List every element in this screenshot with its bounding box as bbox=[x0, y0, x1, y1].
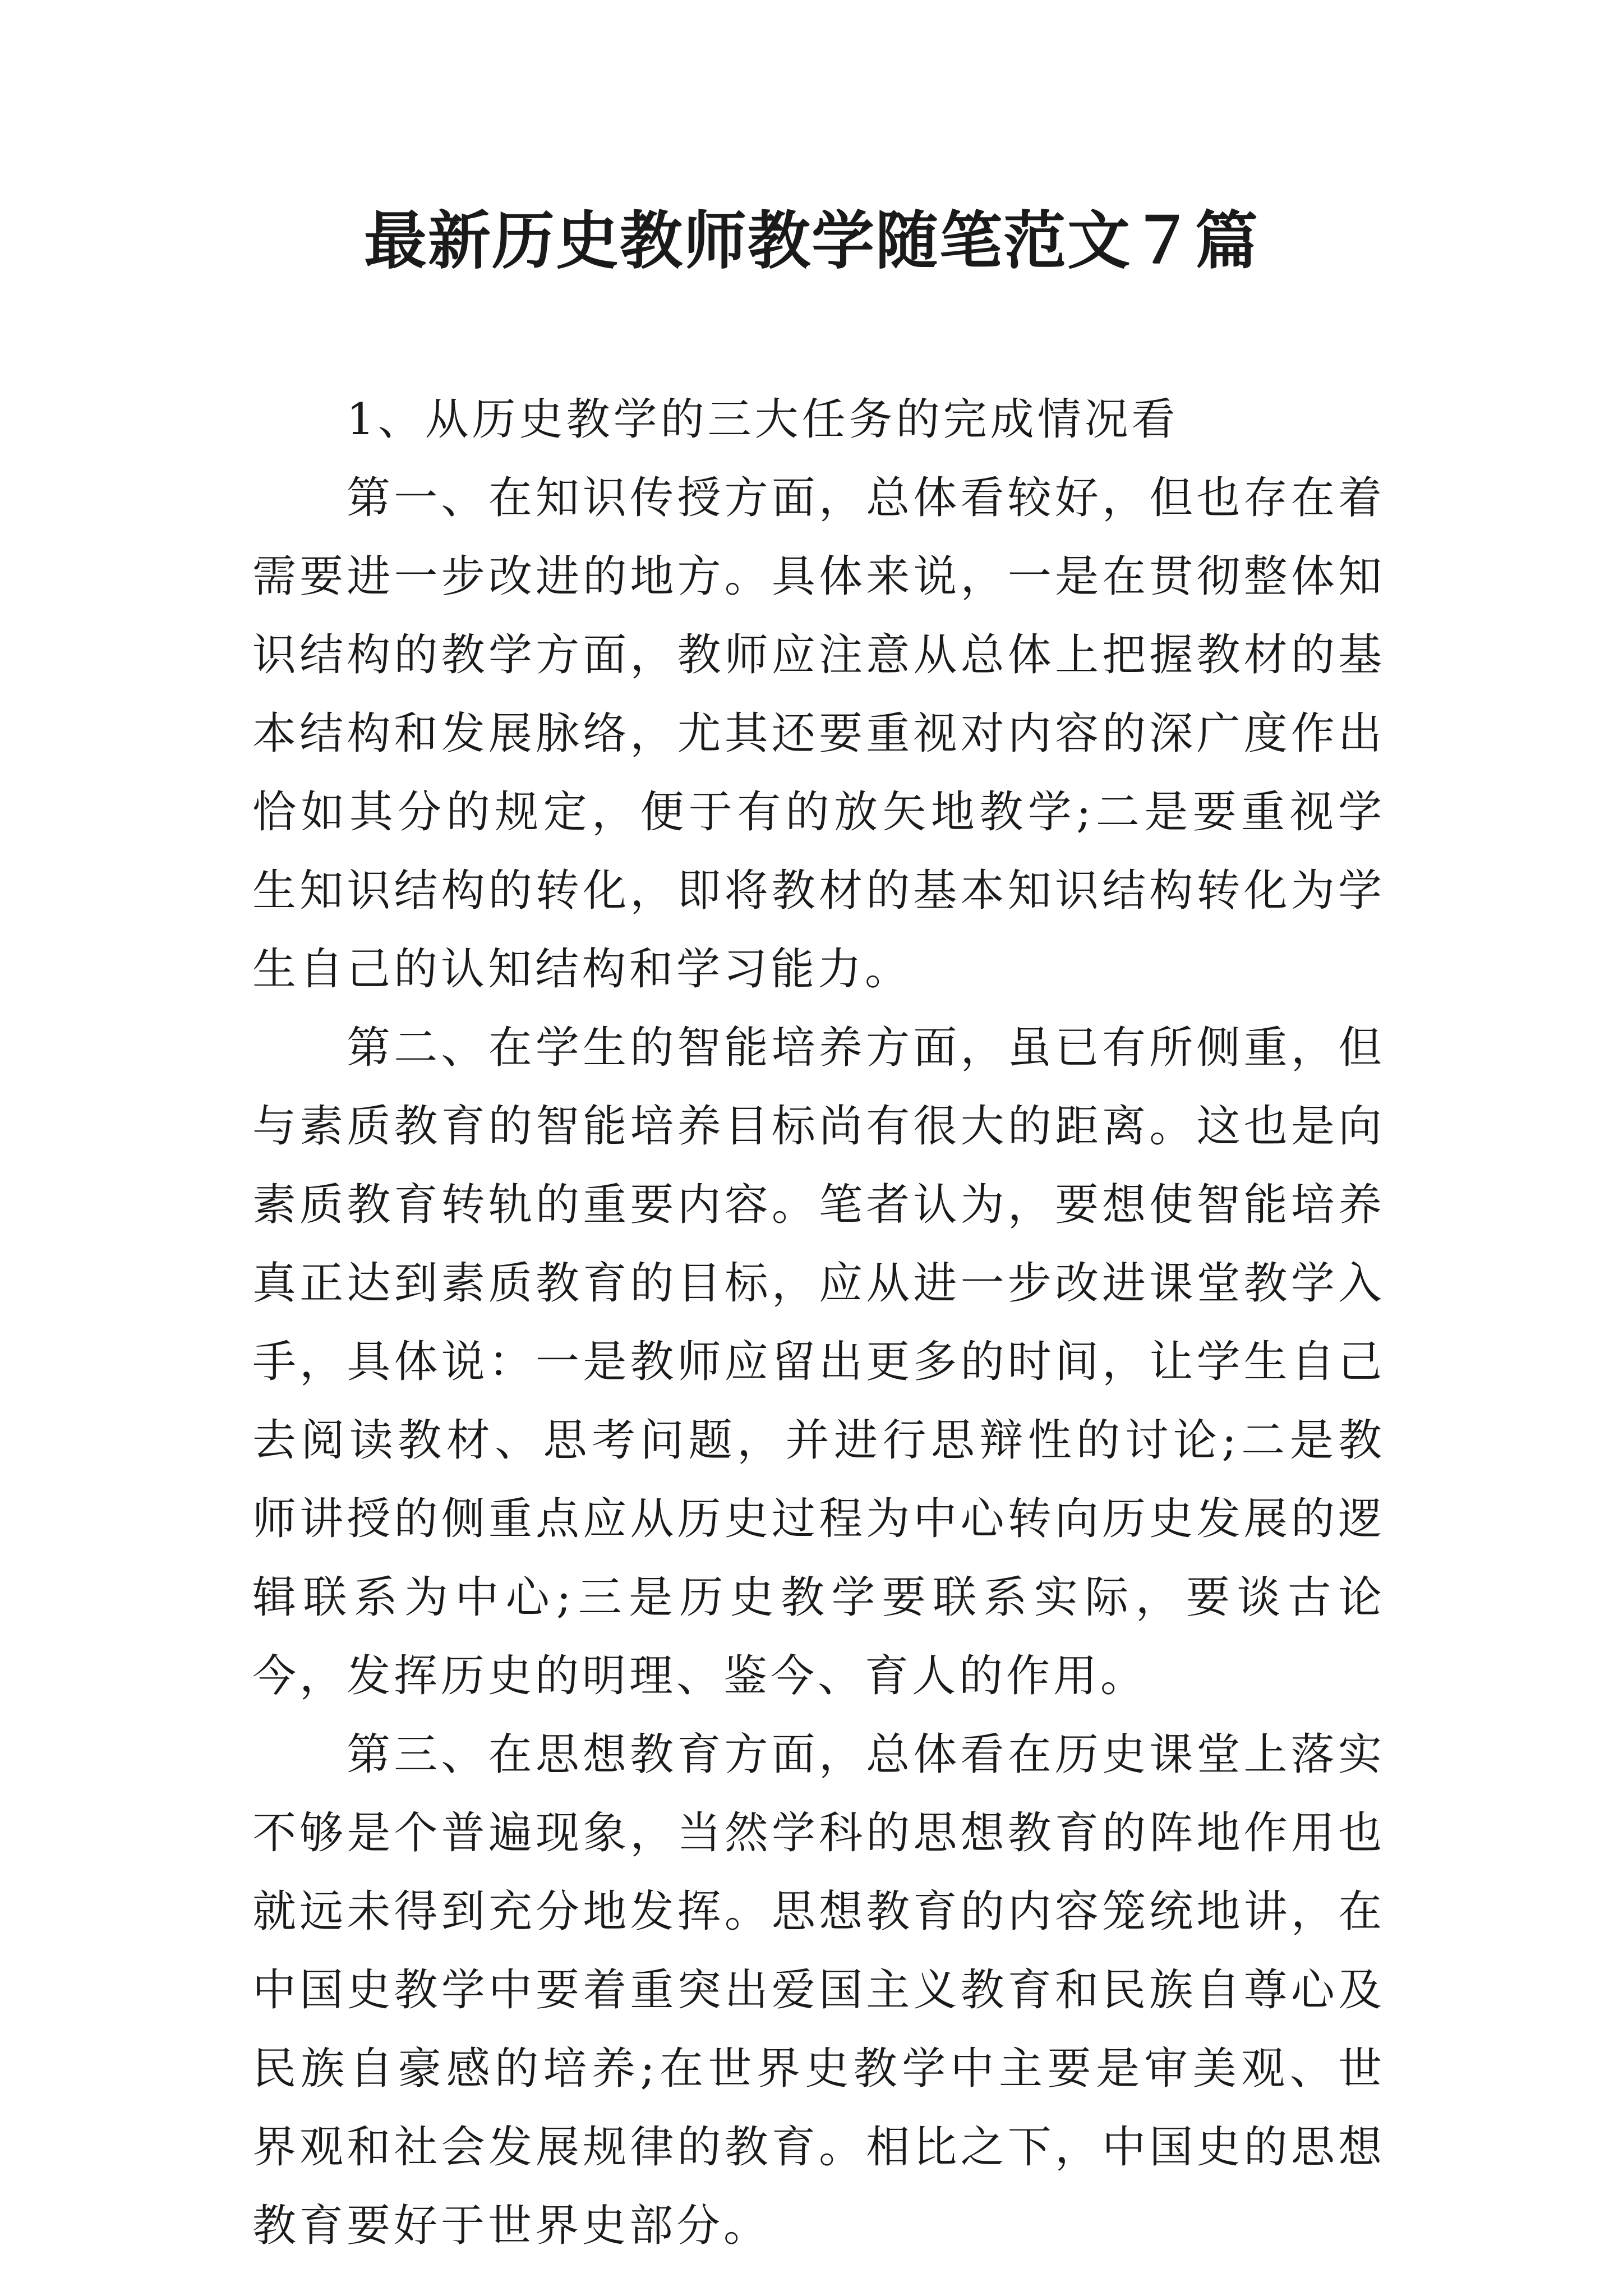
paragraph-ideology: 第三、在思想教育方面，总体看在历史课堂上落实不够是个普遍现象，当然学科的思想教育的阵地作用也就远未得到充分地发挥。思想教育的内容笼统地讲，在中国史教学中要着重突出爱国主义教育和民族自尊心及民族自豪感的培养;在世界史教学中主要是审美观、世界观和社会发展规律的教育。相比之下，中国史的思想教育要好于世界史部分。 bbox=[252, 1729, 1385, 2251]
paragraph-ability: 第二、在学生的智能培养方面，虽已有所侧重，但与素质教育的智能培养目标尚有很大的距离。这也是向素质教育转轨的重要内容。笔者认为，要想使智能培养真正达到素质教育的目标，应从进一步改进课堂教学入手，具体说：一是教师应留出更多的时间，让学生自己去阅读教材、思考问题，并进行思辩性的讨论;二是教师讲授的侧重点应从历史过程为中心转向历史发展的逻辑联系为中心;三是历史教学要联系实际，要谈古论今，发挥历史的明理、鉴今、育人的作用。 bbox=[252, 1023, 1385, 1701]
document-title: 最新历史教师教学随笔范文７篇 bbox=[364, 204, 1259, 278]
document-body bbox=[252, 380, 1385, 2265]
paragraph-tasks-heading: 1、从历史教学的三大任务的完成情况看 bbox=[347, 394, 1179, 445]
paragraph-knowledge: 第一、在知识传授方面，总体看较好，但也存在着需要进一步改进的地方。具体来说，一是在贯彻整体知识结构的教学方面，教师应注意从总体上把握教材的基本结构和发展脉络，尤其还要重视对内容的深广度作出恰如其分的规定，便于有的放矢地教学;二是要重视学生知识结构的转化，即将教材的基本知识结构转化为学生自己的认知结构和学习能力。 bbox=[252, 473, 1385, 995]
